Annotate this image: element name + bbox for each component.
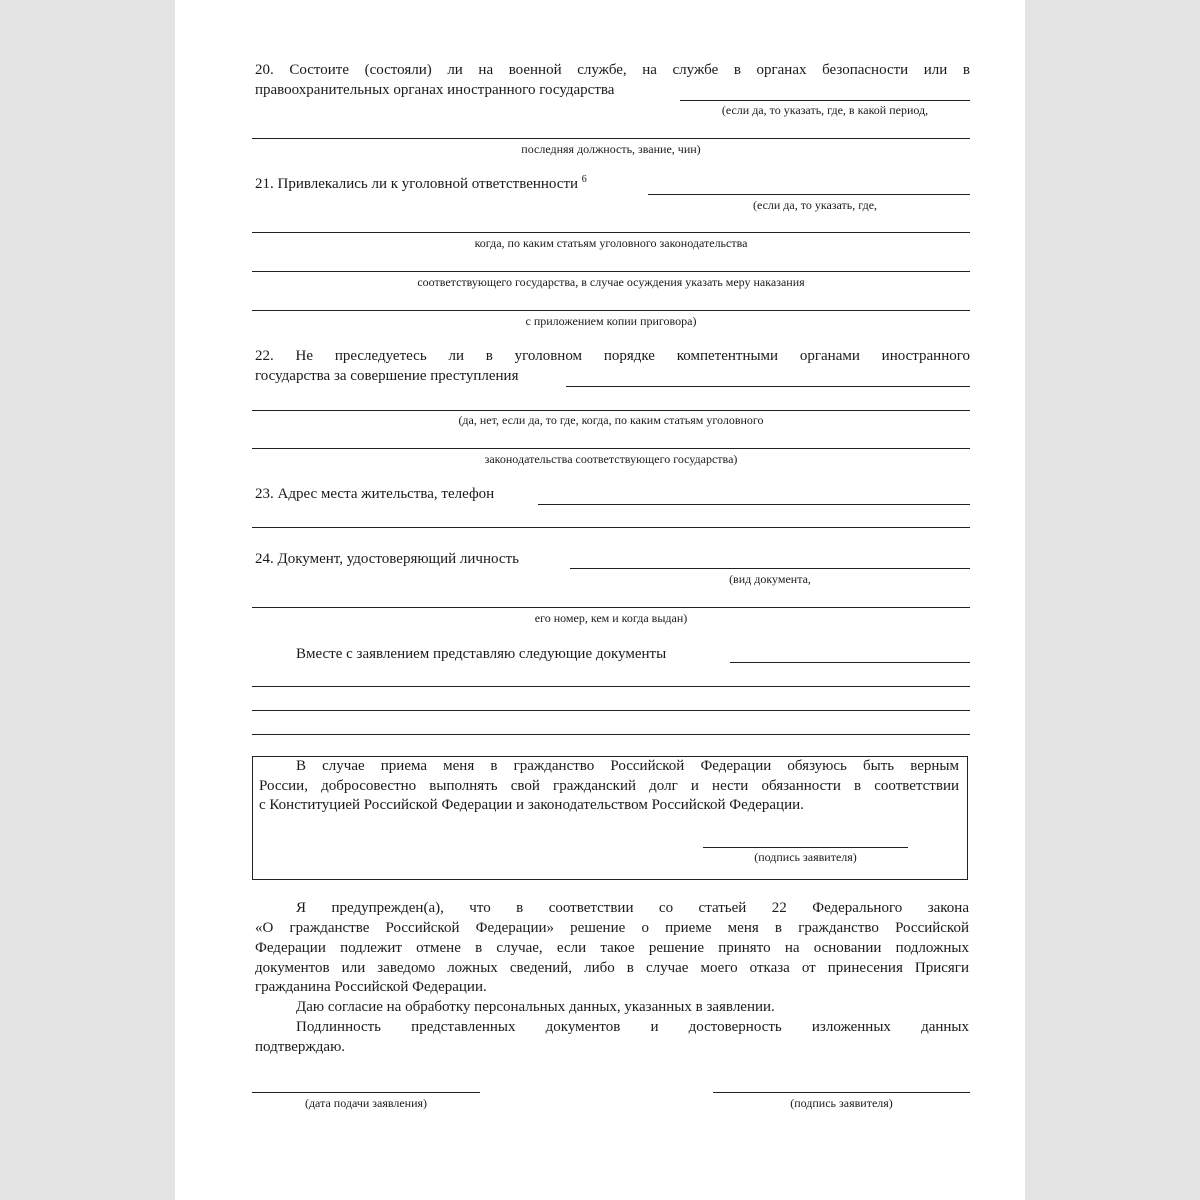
docs-input-line2[interactable] [252, 686, 970, 687]
warning-line3: Федерации подлежит отмене в случае, если такое решение принято на основании подложных [255, 940, 969, 956]
signature-line[interactable] [713, 1092, 970, 1093]
docs-input-line3[interactable] [252, 710, 970, 711]
q21-text: 21. Привлекались ли к уголовной ответственности $^6$ [255, 174, 587, 192]
oath-line2: России, добросовестно выполнять свой гражданский долг и нести обязанности в соответствии [259, 778, 959, 794]
oath-line3: с Конституцией Российской Федерации и законодательством Российской Федерации. [259, 797, 804, 813]
warning-line1: Я предупрежден(а), что в соответствии со статьей 22 Федерального закона [296, 900, 969, 916]
q22-input-line1[interactable] [566, 386, 970, 387]
q24-input-line2[interactable] [252, 607, 970, 608]
q21-footnote: 6 [581, 174, 587, 185]
q20-hint1: (если да, то указать, где, в какой период, [721, 103, 929, 117]
q22-text-line2: государства за совершение преступления [255, 368, 519, 384]
date-line[interactable] [252, 1092, 480, 1093]
q21-input-line1[interactable] [648, 194, 970, 195]
q22-text-line1: 22. Не преследуетесь ли в уголовном порядке компетентными органами иностранного [255, 348, 970, 364]
consent-text: Даю согласие на обработку персональных данных, указанных в заявлении. [296, 999, 775, 1015]
q21-input-line4[interactable] [252, 310, 970, 311]
docs-input-line1[interactable] [730, 662, 970, 663]
authenticity-line1: Подлинность представленных документов и достоверность изложенных данных [296, 1019, 969, 1035]
warning-line2: «О гражданстве Российской Федерации» решение о приеме меня в гражданство Российской [255, 920, 969, 936]
q21-input-line3[interactable] [252, 271, 970, 272]
authenticity-line2: подтверждаю. [255, 1039, 346, 1055]
q20-hint2: последняя должность, звание, чин) [521, 142, 701, 156]
oath-signature-line[interactable] [703, 847, 908, 848]
q23-text: 23. Адрес места жительства, телефон [255, 486, 495, 502]
q24-text: 24. Документ, удостоверяющий личность [255, 551, 519, 567]
docs-text: Вместе с заявлением представляю следующие документы [296, 646, 667, 662]
date-hint: (дата подачи заявления) [304, 1096, 428, 1110]
signature-hint: (подпись заявителя) [790, 1096, 893, 1110]
q21-hint4: с приложением копии приговора) [525, 314, 697, 328]
q22-input-line3[interactable] [252, 448, 970, 449]
q20-input-line2[interactable] [252, 138, 970, 139]
q24-hint2: его номер, кем и когда выдан) [534, 611, 688, 625]
q22-hint1: (да, нет, если да, то где, когда, по каким статьям уголовного [458, 413, 764, 427]
q23-input-line1[interactable] [538, 504, 970, 505]
q21-hint1: (если да, то указать, где, [752, 198, 878, 212]
q20-text-line1: 20. Состоите (состояли) ли на военной службе, на службе в органах безопасности или в [255, 62, 970, 78]
q21-hint3: соответствующего государства, в случае осуждения указать меру наказания [417, 275, 805, 289]
q22-hint2: законодательства соответствующего государства) [484, 452, 738, 466]
docs-input-line4[interactable] [252, 734, 970, 735]
q20-input-line1[interactable] [680, 100, 970, 101]
q23-input-line2[interactable] [252, 527, 970, 528]
oath-signature-hint: (подпись заявителя) [754, 850, 857, 864]
q22-input-line2[interactable] [252, 410, 970, 411]
document-page [175, 0, 1025, 1200]
q24-input-line1[interactable] [570, 568, 970, 569]
q21-input-line2[interactable] [252, 232, 970, 233]
warning-line4: документов или заведомо ложных сведений, либо в случае моего отказа от принесения Присяги [255, 960, 969, 976]
q24-hint1: (вид документа, [729, 572, 811, 586]
q21-hint2: когда, по каким статьям уголовного законодательства [474, 236, 748, 250]
q20-text-line2: правоохранительных органах иностранного государства [255, 82, 615, 98]
warning-line5: гражданина Российской Федерации. [255, 979, 487, 995]
oath-line1: В случае приема меня в гражданство Российской Федерации обязуюсь быть верным [296, 758, 959, 774]
